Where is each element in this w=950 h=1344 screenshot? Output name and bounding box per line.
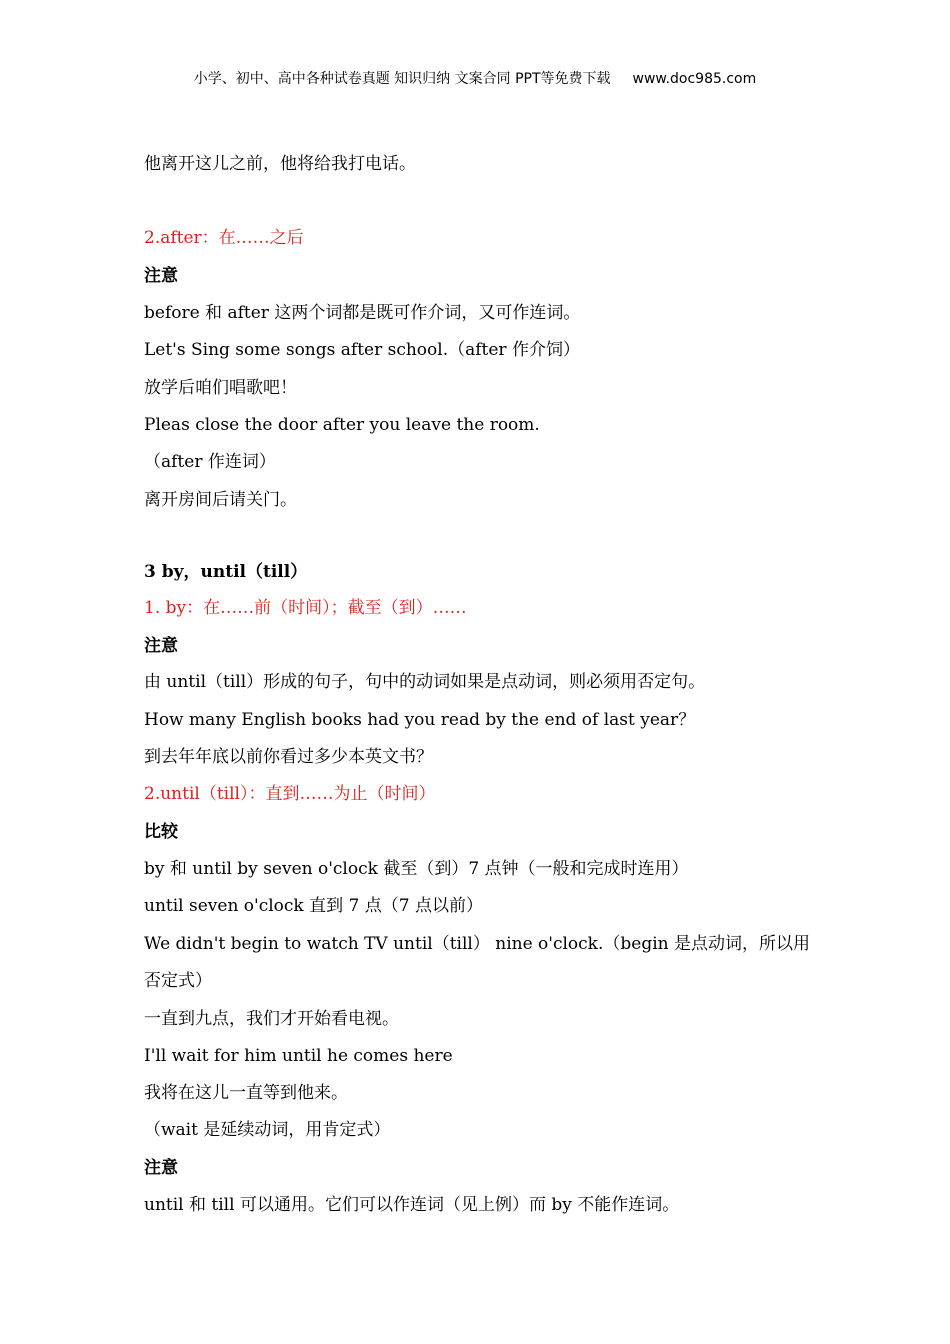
header-site: www.doc985.com	[632, 71, 757, 87]
note-heading: 注意	[144, 636, 178, 656]
text-line: 他离开这儿之前，他将给我打电话。	[144, 154, 416, 174]
text-line: 放学后咱们唱歌吧！	[144, 378, 297, 398]
text-line: until 和 till 可以通用。它们可以作连词（见上例）而 by 不能作连词。	[144, 1195, 680, 1215]
text-line: I'll wait for him until he comes here	[144, 1046, 453, 1066]
text-line: 由 until（till）形成的句子，句中的动词如果是点动词，则必须用否定句。	[144, 672, 706, 692]
text-line: Let's Sing some songs after school.（after 作介饲）	[144, 340, 580, 360]
section-heading-after: 2.after：在……之后	[144, 228, 304, 248]
compare-heading: 比较	[144, 822, 178, 842]
note-heading: 注意	[144, 266, 178, 286]
text-line: 到去年年底以前你看过多少本英文书？	[144, 747, 433, 767]
section-heading-until: 2.until（till）：直到……为止（时间）	[144, 784, 436, 804]
text-line: 离开房间后请关门。	[144, 490, 297, 510]
text-line: We didn't begin to watch TV until（till） nine o'clock.（begin 是点动词，所以用	[144, 934, 810, 954]
page-header	[0, 68, 950, 88]
text-line: （wait 是延续动词，用肯定式）	[144, 1120, 391, 1140]
text-line: by 和 until by seven o'clock 截至（到）7 点钟（一般和完成时连用）	[144, 859, 689, 879]
text-line: until seven o'clock 直到 7 点（7 点以前）	[144, 896, 483, 916]
note-heading: 注意	[144, 1158, 178, 1178]
section-heading-by: 1. by：在……前（时间）；截至（到）……	[144, 598, 467, 618]
text-line: before 和 after 这两个词都是既可作介词，又可作连词。	[144, 303, 581, 323]
section-heading-by-until: 3 by，until（till）	[144, 562, 308, 582]
text-line: 一直到九点，我们才开始看电视。	[144, 1009, 399, 1029]
header-text: 小学、初中、高中各种试卷真题 知识归纳 文案合同 PPT等免费下载	[193, 71, 611, 87]
text-line: Pleas close the door after you leave the room.	[144, 415, 540, 435]
text-line: How many English books had you read by the end of last year？	[144, 710, 696, 730]
text-line: 我将在这儿一直等到他来。	[144, 1083, 348, 1103]
text-line: 否定式）	[144, 971, 212, 991]
text-line: （after 作连词）	[144, 452, 276, 472]
